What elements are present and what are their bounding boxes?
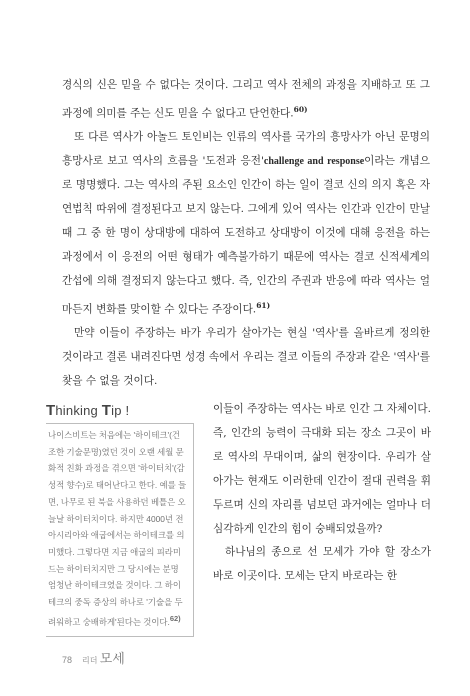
- page-footer: [62, 648, 125, 667]
- footnote-ref-62: 62): [169, 613, 181, 623]
- tip-title-rest-1: hinking: [55, 403, 102, 418]
- paragraph-2: [62, 126, 430, 322]
- paragraph-1: [62, 74, 430, 126]
- english-term: challenge and response: [263, 156, 365, 168]
- paragraph-2-text-b: 이라는 개념으로 명명했다. 그는 역사의 주된 요소인 인간이 하는 일이 결코 신의 의지 혹은 자연법칙 따위에 결정된다고 보지 않는다. 그에게 있어 역사는 인간과 인간이 만날 때 그 중 한 명이 상대방에 대하여 도전하고 상대방이 이것에 대해 응전을 하는 과정에서 이 응전의 어떤 형태가 예측불가하기 때문에 역사는 결코 신적세계의 간섭에 의해 결정되지 않는다고 했다. 즉, 인간의 주권과 반응에 따라 역사는 얼마든지 변화를 맞이할 수 있다는 주장이다.: [62, 155, 430, 316]
- tip-title-cap-2: T: [101, 402, 112, 419]
- footnote-ref-61: 61): [256, 300, 271, 310]
- paragraph-3: 만약 이들이 주장하는 바가 우리가 살아가는 현실 '역사'를 올바르게 정의한 것이라고 결론 내려진다면 성경 속에서 우리는 결코 이들의 주장과 같은 '역사'를 찾을 수 없을 것이다.: [62, 327, 430, 387]
- tip-title-cap-1: T: [46, 402, 56, 419]
- tip-body-text: 나이스비트는 처음에는 '하이테크'(건조한 기술문명)였던 것이 오랜 세월 문화적 친화 과정을 겪으면 '하이터치'(감성적 향수)로 태어난다고 한다. 예를 들면, 나무로 된 북을 사용하던 베틀은 오늘날 하이터치이다. 하지만 4000년 전 아시리아와 애굽에서는 하이테크를 의미했다. 그렇다면 지금 애굽의 피라미드는 하이터치지만 그 당시에는 분명 엄청난 하이테크였을 것이다. 그 하이테크의 중독 증상의 하나로 '기술을 두려워하고 숭배하게'된다는 것이다.: [48, 430, 187, 627]
- book-brand-logo: [82, 648, 125, 667]
- thinking-tip-body: [46, 423, 194, 637]
- side-column-text: [213, 398, 431, 589]
- footnote-ref-60: 60): [293, 104, 308, 114]
- brand-big: 모세: [99, 651, 125, 666]
- brand-small: 리더: [82, 656, 98, 665]
- tip-title-rest-2: ip !: [111, 403, 130, 418]
- side-paragraph-1: 이들이 주장하는 역사는 바로 인간 그 자체이다. 즉, 인간의 능력이 극대화 되는 장소 그곳이 바로 역사의 무대이며, 삶의 현장이다. 우리가 살아가는 현재도 이러한데 인간이 절대 권력을 휘두르며 신의 자리를 넘보던 과거에는 얼마나 더 심각하게 인간의 힘이 숭배되었을까?: [213, 403, 432, 535]
- thinking-tip-box: [46, 402, 194, 637]
- side-paragraph-2: 하나님의 종으로 선 모세가 가야 할 장소가 바로 이곳이다. 모세는 단지 바로라는 한: [213, 546, 431, 583]
- page-number: 78: [62, 655, 73, 665]
- thinking-tip-title: [46, 402, 194, 419]
- paragraph-2-text-a: 또 다른 역사가 아놀드 토인비는 인류의 역사를 국가의 흥망사가 아닌 문명의 흥망사로 보고 역사의 흐름을 '도전과 응전': [62, 131, 430, 168]
- paragraph-1-text: 경식의 신은 믿을 수 없다는 것이다. 그리고 역사 전체의 과정을 지배하고 또 그 과정에 의미를 주는 신도 믿을 수 없다고 단언한다.: [62, 79, 430, 120]
- main-body-text: [62, 74, 430, 394]
